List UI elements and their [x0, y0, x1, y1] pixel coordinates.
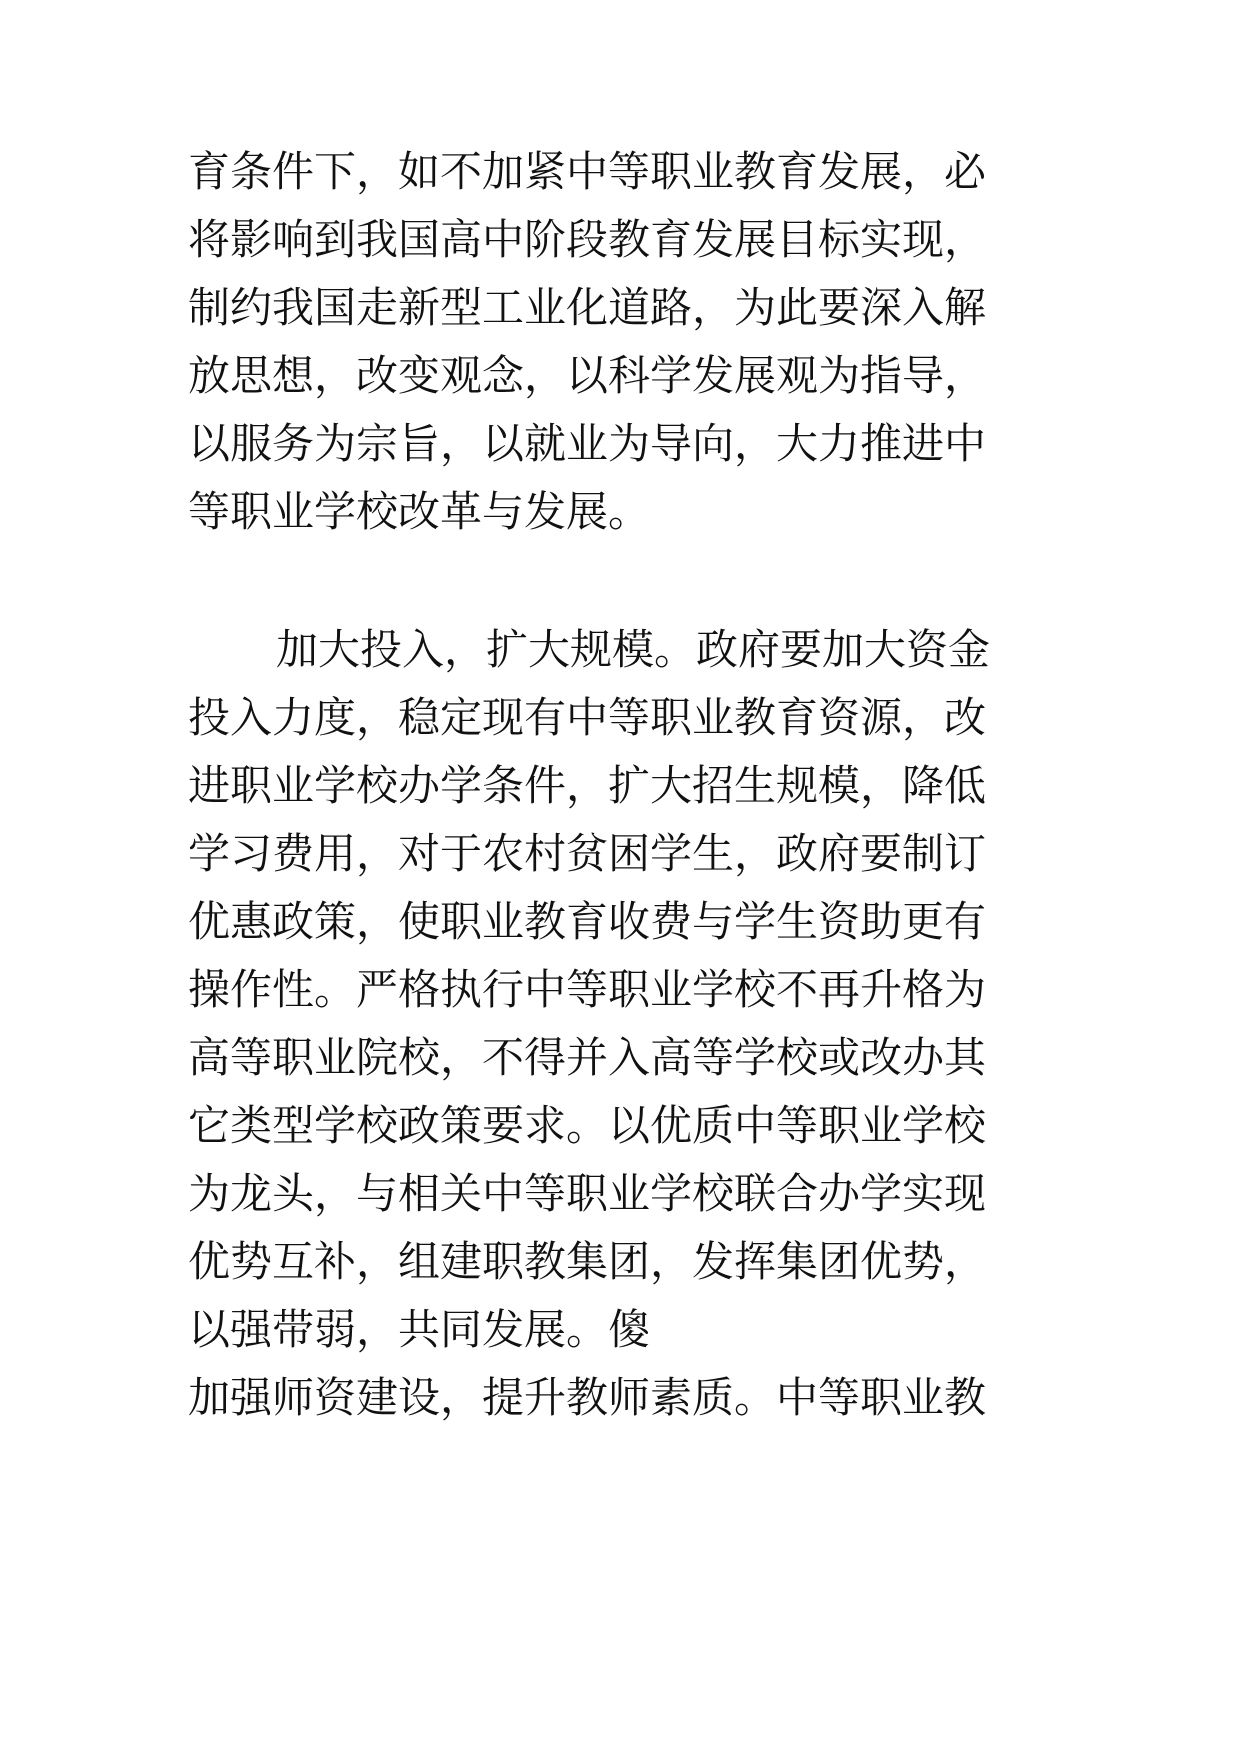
paragraph-2-line-6: 操作性。严格执行中等职业学校不再升格为: [188, 965, 987, 1014]
paragraph-1-line-4: 放思想，改变观念，以科学发展观为指导，: [188, 351, 987, 400]
paragraph-2-line-4: 学习费用，对于农村贫困学生，政府要制订: [188, 829, 987, 878]
paragraph-2-line-1: 加大投入，扩大规模。政府要加大资金: [276, 625, 991, 674]
paragraph-3-line-1: 加强师资建设，提升教师素质。中等职业教: [188, 1373, 987, 1422]
paragraph-1-line-2: 将影响到我国高中阶段教育发展目标实现，: [188, 215, 987, 264]
paragraph-2-line-5: 优惠政策，使职业教育收费与学生资助更有: [188, 897, 987, 946]
paragraph-2-line-3: 进职业学校办学条件，扩大招生规模，降低: [188, 761, 987, 810]
paragraph-1-line-3: 制约我国走新型工业化道路，为此要深入解: [188, 283, 987, 332]
paragraph-2-line-2: 投入力度，稳定现有中等职业教育资源，改: [188, 693, 987, 742]
paragraph-2-line-11: 以强带弱，共同发展。傻: [188, 1305, 651, 1354]
paragraph-1-line-1: 育条件下，如不加紧中等职业教育发展，必: [188, 147, 987, 196]
paragraph-2-line-7: 高等职业院校，不得并入高等学校或改办其: [188, 1033, 987, 1082]
paragraph-1-line-6: 等职业学校改革与发展。: [188, 487, 651, 536]
paragraph-2-line-8: 它类型学校政策要求。以优质中等职业学校: [188, 1101, 987, 1150]
paragraph-2-line-9: 为龙头，与相关中等职业学校联合办学实现: [188, 1169, 987, 1218]
paragraph-1-line-5: 以服务为宗旨，以就业为导向，大力推进中: [188, 419, 987, 468]
paragraph-2-line-10: 优势互补，组建职教集团，发挥集团优势，: [188, 1237, 987, 1286]
